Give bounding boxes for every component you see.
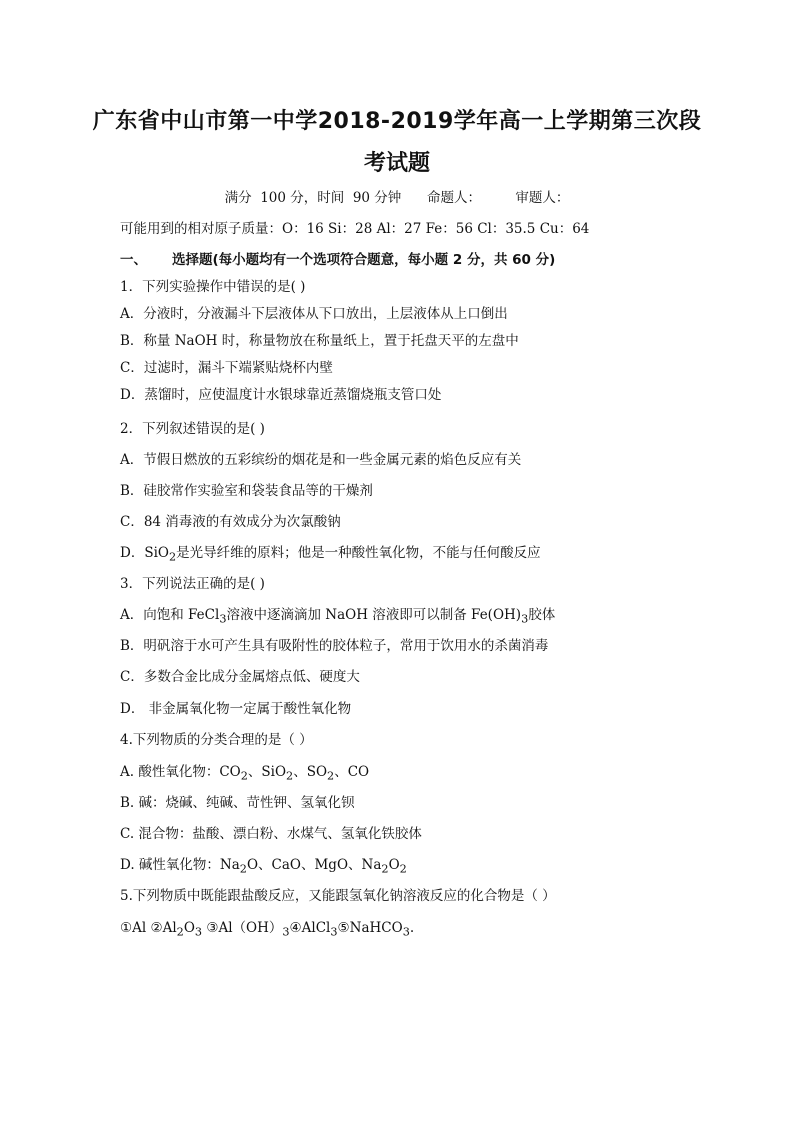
question-1-option-d: D．蒸馏时，应使温度计水银球靠近蒸馏烧瓶支管口处: [120, 387, 442, 403]
question-1-stem: 1．下列实验操作中错误的是( ): [120, 279, 306, 295]
question-4-stem: 4.下列物质的分类合理的是（ ）: [120, 732, 313, 748]
question-3-option-b: B．明矾溶于水可产生具有吸附性的胶体粒子，常用于饮用水的杀菌消毒: [120, 638, 549, 654]
question-3-option-c: C．多数合金比成分金属熔点低、硬度大: [120, 669, 360, 685]
section-heading: [120, 248, 555, 268]
page-title-continued: 考试题: [363, 151, 430, 176]
question-1-option-b: B．称量 NaOH 时，称量物放在称量纸上，置于托盘天平的左盘中: [120, 333, 519, 349]
section-number: 一、: [120, 252, 147, 268]
section-title: 选择题(每小题均有一个选项符合题意，每小题 2 分，共 60 分): [172, 252, 556, 268]
question-2-stem: 2．下列叙述错误的是( ): [120, 421, 265, 437]
question-1-option-a: A．分液时，分液漏斗下层液体从下口放出，上层液体从上口倒出: [120, 306, 508, 322]
question-3-stem: 3．下列说法正确的是( ): [120, 576, 265, 592]
exam-meta: 满分 100 分，时间 90 分钟 命题人： 审题人：: [224, 190, 570, 206]
question-2-option-d: D．SiO$_2$是光导纤维的原料；他是一种酸性氧化物，不能与任何酸反应: [120, 545, 541, 564]
question-5-stem: 5.下列物质中既能跟盐酸反应，又能跟氢氧化钠溶液反应的化合物是（ ）: [120, 888, 556, 904]
page-title: 广东省中山市第一中学2018-2019学年高一上学期第三次段: [92, 109, 702, 134]
question-3-option-a: A．向饱和 FeCl$_3$溶液中逐滴滴加 NaOH 溶液即可以制备 $Fe(OH)_3$胶体: [120, 607, 556, 626]
question-2-option-c: C．84 消毒液的有效成分为次氯酸钠: [120, 514, 341, 530]
question-1-option-c: C．过滤时，漏斗下端紧贴烧杯内壁: [120, 360, 333, 376]
question-4-option-c: C. 混合物：盐酸、漂白粉、水煤气、氢氧化铁胶体: [120, 826, 422, 842]
question-3-option-d: D． 非金属氧化物一定属于酸性氧化物: [120, 701, 352, 717]
atomic-masses: 可能用到的相对原子质量：O：16 Si：28 Al：27 Fe：56 Cl：35.5 Cu：64: [120, 221, 590, 237]
question-4-option-a: A. 酸性氧化物：$CO_2$、SiO$_2$、$SO_2$、CO: [120, 764, 370, 783]
question-5-options: ①Al $②Al_2O_3$ $③Al(OH)_3④AlCl_3⑤NaHCO_3$.: [120, 920, 415, 939]
question-2-option-b: B．硅胶常作实验室和袋装食品等的干燥剂: [120, 483, 373, 499]
question-4-option-d: D. 碱性氧化物：$Na_2O$、CaO、MgO、$Na_2O_2$: [120, 857, 407, 876]
question-4-option-b: B. 碱：烧碱、纯碱、苛性钾、氢氧化钡: [120, 795, 355, 811]
question-2-option-a: A．节假日燃放的五彩缤纷的烟花是和一些金属元素的焰色反应有关: [120, 452, 522, 468]
